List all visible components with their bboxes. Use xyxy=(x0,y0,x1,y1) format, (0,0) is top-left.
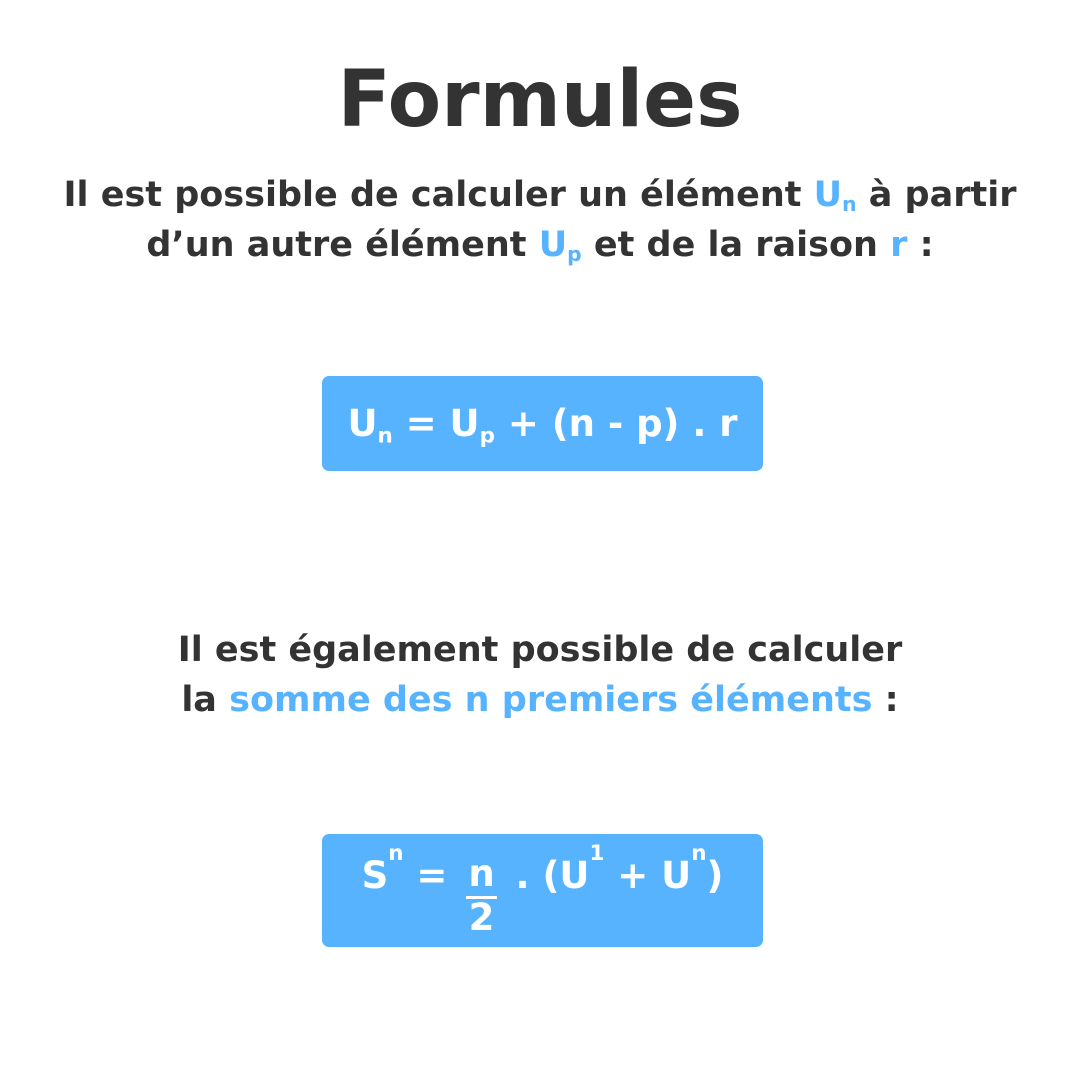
formula2-s: S xyxy=(361,854,389,897)
formula1-rest: + (n - p) . r xyxy=(494,402,738,445)
fraction-denominator: 2 xyxy=(468,896,495,939)
intro-line-1 xyxy=(0,170,1080,220)
formula1-n-subscript: n xyxy=(377,423,393,449)
formula-general-term-box xyxy=(322,376,763,471)
intro-paragraph xyxy=(0,170,1080,270)
intro-line-2-mid: et de la raison xyxy=(581,225,891,265)
intro-line-2 xyxy=(0,220,1080,270)
intro-line-2-text: d’un autre élément xyxy=(146,225,539,265)
formula2-equals: = xyxy=(403,854,461,897)
sum-line-2-end: : xyxy=(872,680,899,720)
sum-line-2 xyxy=(0,675,1080,725)
variable-up-letter: U xyxy=(538,225,568,265)
sum-line-2-prefix: la xyxy=(181,680,230,720)
variable-un-letter: U xyxy=(813,175,843,215)
formula2-close: ) xyxy=(706,854,724,897)
formula1-equals: = xyxy=(392,402,450,445)
variable-up xyxy=(539,225,582,265)
formula2-dot-open: . (U xyxy=(502,854,590,897)
fraction-numerator: n xyxy=(466,854,496,899)
formula-sum: S n = $\frac{n}{2}$ . (U 1 + U n ) xyxy=(361,841,724,939)
formula1-u: U xyxy=(347,402,378,445)
variable-up-subscript: p xyxy=(567,242,582,267)
page-title: Formules xyxy=(337,55,743,145)
variable-un-subscript: n xyxy=(842,192,857,217)
variable-un xyxy=(814,175,857,215)
formula1-p-subscript: p xyxy=(479,423,495,449)
intro-line-1-after: à partir xyxy=(856,175,1017,215)
formula1-u2: U xyxy=(449,402,480,445)
formula-sum-box xyxy=(322,834,763,947)
formula2-plus: + U xyxy=(604,854,692,897)
sum-highlight: somme des n premiers éléments xyxy=(229,680,873,720)
formula-general-term xyxy=(347,402,738,449)
fraction xyxy=(466,854,496,937)
intro-line-1-text: Il est possible de calculer un élément xyxy=(63,175,814,215)
intro-line-2-end: : xyxy=(907,225,934,265)
variable-r: r xyxy=(890,225,908,265)
sum-line-1: Il est également possible de calculer xyxy=(177,630,903,670)
sum-paragraph xyxy=(0,625,1080,725)
